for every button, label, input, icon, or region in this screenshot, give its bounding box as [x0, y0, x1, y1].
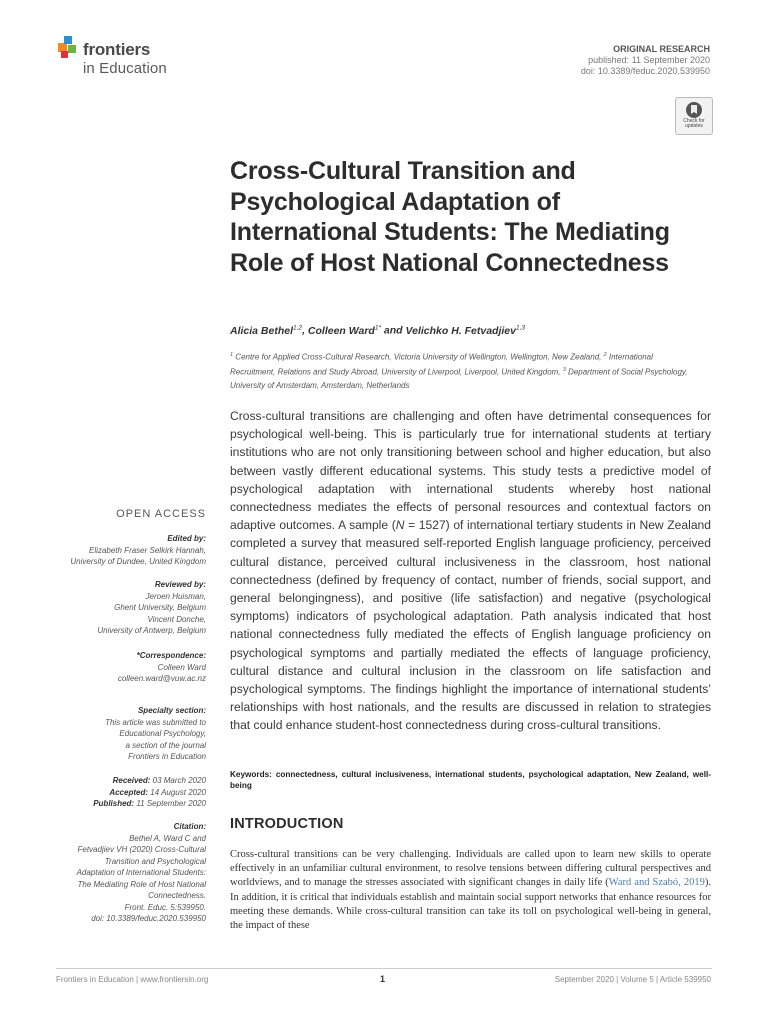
badge-text-1: Check for [683, 118, 705, 124]
author-1[interactable]: Alicia Bethel$^{1,2}$ [230, 324, 303, 337]
footer-divider [56, 968, 712, 969]
footer-journal[interactable]: Frontiers in Education | www.frontiersin.org [56, 975, 209, 984]
specialty-section: Specialty section: This article was submitted to Educational Psychology, a section of the journal Frontiers in Education [105, 706, 206, 761]
article-type: ORIGINAL RESEARCH [613, 44, 710, 54]
correspondence-email[interactable]: colleen.ward@vuw.ac.nz [117, 674, 206, 683]
journal-logo[interactable] [56, 34, 206, 84]
frontiers-logo-icon [56, 34, 80, 60]
citation-section: Citation: Bethel A, Ward C and Fetvadjiev VH (2020) Cross-Cultural Transition and Psychological Adaptation of International Students: The Mediating Role of Host National Connectedness. Front. Educ. 5:539950. doi: 10.3389/feduc.2020.539950 [40, 821, 206, 925]
keywords: Keywords: connectedness, cultural inclusiveness, international students, psychological adaptation, New Zealand, well-being [230, 770, 711, 790]
open-access-label: OPEN ACCESS [116, 508, 206, 520]
check-for-updates-button[interactable] [675, 97, 713, 135]
article-meta [581, 44, 710, 77]
edited-by-section: Edited by: Elizabeth Fraser Selkirk Hannah, University of Dundee, United Kingdom [70, 534, 206, 566]
dates-section: Received: 03 March 2020 Accepted: 14 August 2020 Published: 11 September 2020 [93, 776, 206, 808]
reference-link[interactable]: Ward and Szabó, 2019 [608, 877, 705, 889]
article-doi[interactable]: doi: 10.3389/feduc.2020.539950 [580, 66, 710, 76]
page-number: 1 [380, 974, 386, 984]
badge-text-2: updates [685, 123, 703, 129]
introduction-paragraph: Cross-cultural transitions can be very challenging. Individuals are called upon to learn new skills to operate effectively in an unfamiliar cultural environment, to resolve tensions between differing cultural perspectives and worldviews, and to manage the stresses associated with significant changes in daily life (Ward and Szabó, 2019). In addition, it is critical that individuals establish and maintain social support networks that enhance resources for meeting these demands. While cross-cultural transition can take its toll on psychological well-being in general, the impact of these [230, 849, 711, 932]
footer-volume: September 2020 | Volume 5 | Article 539950 [554, 975, 711, 984]
affiliations: $^1$ Centre for Applied Cross-Cultural Research, Victoria University of Wellington, Wellington, New Zealand, $^2$ International Recruitment, Relations and Study Abroad, University of Liverpool, Liverpool, United Kingdom, $^3$ Department of Social Psychology, University of Amsterdam, Amsterdam, Netherlands [230, 352, 688, 391]
article-title: Cross-Cultural Transition and Psychological Adaptation of International Students: The Mediating Role of Host National Connectedness [230, 157, 670, 277]
journal-name-line1: frontiers [83, 40, 151, 59]
correspondence-section: *Correspondence: Colleen Ward colleen.ward@vuw.ac.nz [40, 650, 206, 685]
author-2[interactable]: Colleen Ward$^{1*}$ [307, 324, 381, 337]
bookmark-icon [685, 101, 703, 119]
author-list: Alicia Bethel$^{1,2}$, Colleen Ward$^{1*}$ and Velichko H. Fetvadjiev$^{1,3}$ [230, 324, 526, 337]
published-date: published: 11 September 2020 [588, 55, 710, 65]
citation-doi[interactable]: doi: 10.3389/feduc.2020.539950 [91, 914, 206, 923]
reviewed-by-section: Reviewed by: Jeroen Huisman, Ghent University, Belgium Vincent Donche, University of Antwerp, Belgium [97, 580, 206, 635]
abstract: Cross-cultural transitions are challenging and often have detrimental consequences for psychological well-being. This is particularly true for international students at tertiary institutions who are not only transitioning between school and higher education, but also between vastly different educational systems. This study tests a predictive model of psychological adaptation with international students whereby host national connectedness mediates the effects of personal resources and contextual factors on adaptive outcomes. A sample (N = 1527) of international tertiary students in New Zealand completed a survey that measured self-reported English language proficiency, perceived cultural distance, perceived cultural inclusiveness in the classroom, host national connectedness (defined by frequency of contact, number of friends, social support, and general belongingness), and positive (life satisfaction) and negative (psychological symptoms) indicators of psychological adaptation. Path analysis indicated that host national connectedness fully mediated the effects of English language proficiency on psychological symptoms and partially mediated the effects of language proficiency, cultural distance and cultural inclusion in the classroom on life satisfaction and psychological symptoms. The findings highlight the importance of international students’ relationships with host nationals, and the results are discussed in relation to strategies that could enhance student-host connectedness during cross-cultural transitions. [230, 409, 711, 733]
introduction-heading: INTRODUCTION [230, 816, 344, 832]
journal-name-line2: in Education [83, 60, 167, 77]
author-3[interactable]: Velichko H. Fetvadjiev$^{1,3}$ [405, 324, 526, 337]
